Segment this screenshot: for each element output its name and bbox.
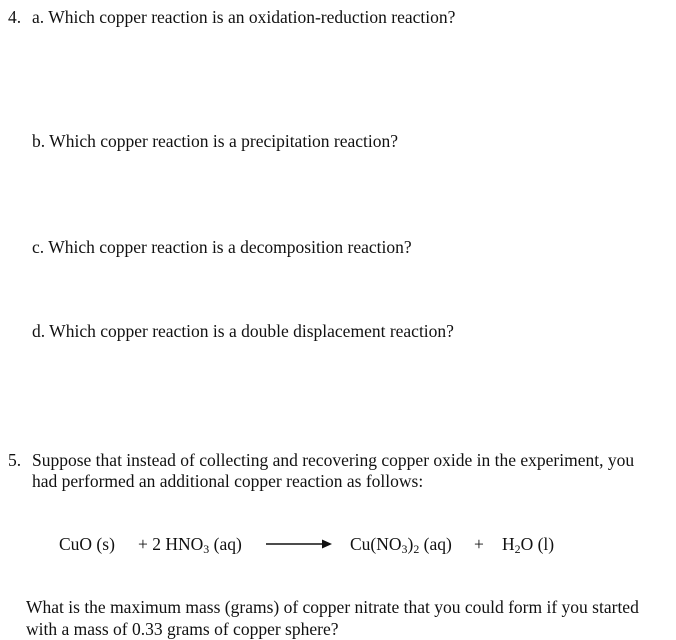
question-4-number: 4. (8, 7, 22, 27)
question-4c: c. Which copper reaction is a decomposition reaction? (32, 237, 412, 257)
equation-reactant-hno3: + 2 $HNO_3$ (aq) (138, 534, 242, 556)
equation-plus-sign: + (474, 534, 484, 554)
question-5-prompt-line2: with a mass of 0.33 grams of copper sphere? (26, 619, 339, 639)
question-5-intro-line1: Suppose that instead of collecting and recovering copper oxide in the experiment, you (32, 450, 635, 470)
question-5-prompt-line1: What is the maximum mass (grams) of copper nitrate that you could form if you started (26, 597, 639, 617)
equation-product-copper-nitrate: $Cu(NO_3)_2$ (aq) (350, 534, 452, 556)
question-5-number: 5. (8, 450, 22, 470)
question-4a: a. Which copper reaction is an oxidation-reduction reaction? (32, 7, 456, 27)
reaction-arrow-icon (266, 537, 332, 551)
question-5-intro-line2: had performed an additional copper reaction as follows: (32, 471, 424, 491)
equation-product-water: $H_2O$ (l) (502, 534, 555, 556)
question-4d: d. Which copper reaction is a double displacement reaction? (32, 321, 454, 341)
question-4b: b. Which copper reaction is a precipitation reaction? (32, 131, 399, 151)
equation-reactant-cuo: CuO (s) (59, 534, 115, 554)
